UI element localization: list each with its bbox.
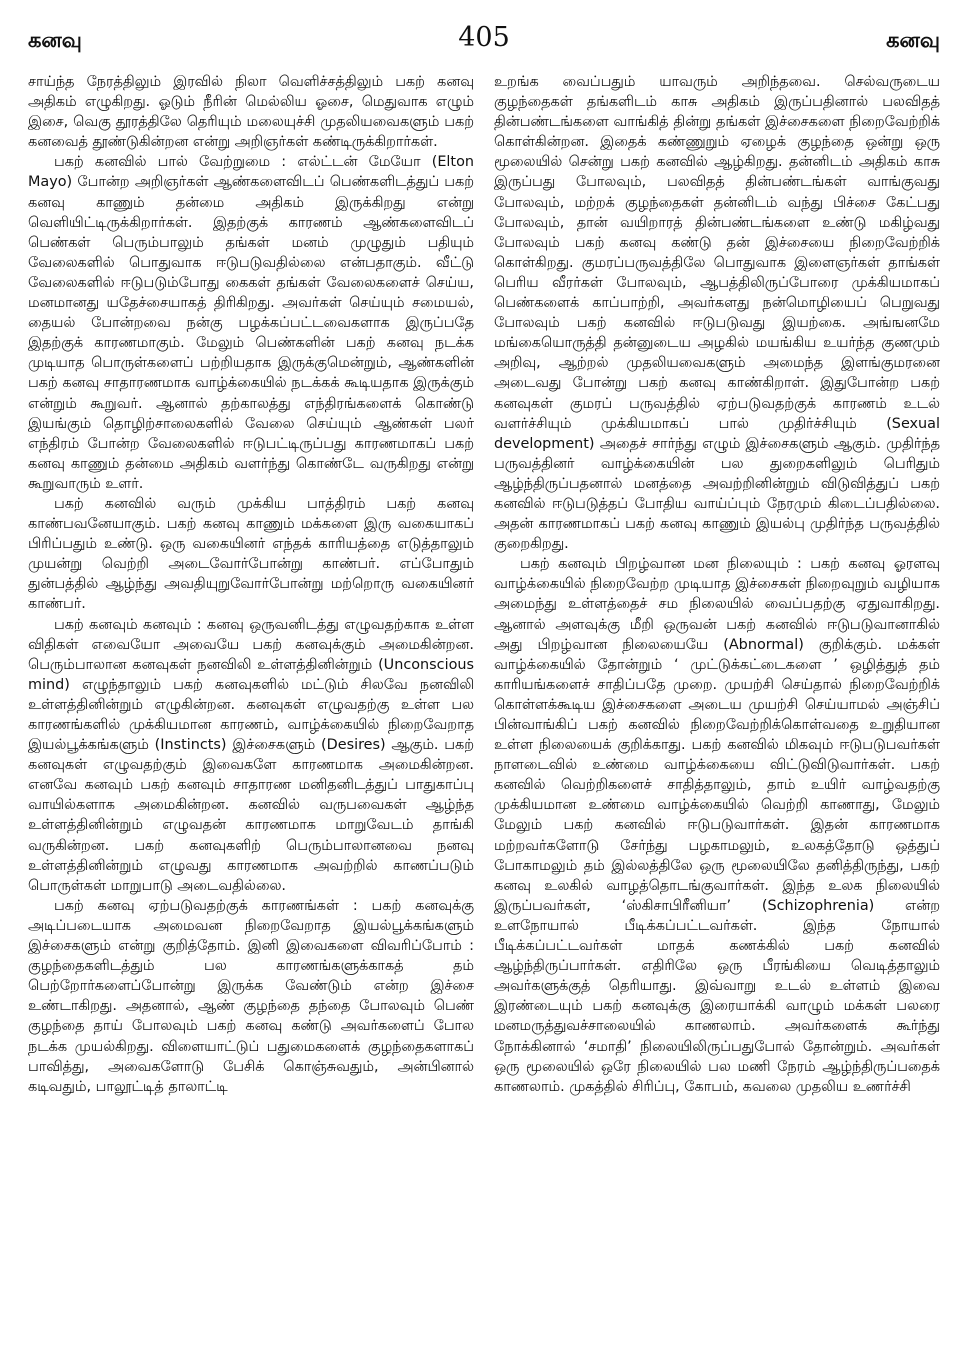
page-number: 405 xyxy=(458,22,510,53)
running-head-right: கனவு xyxy=(886,28,940,52)
page-header xyxy=(28,22,940,72)
paragraph: பகற் கனவு ஏற்படுவதற்குக் காரணங்கள் : பகற் கனவுக்கு அடிப்படையாக அமைவன நிறைவேறாத இயல்பூக்கங்களும் இச்சைகளும் என்று குறித்தோம். இனி இவைகளை விவரிப்போம் : குழந்தைகளிடத்தும் பல காரணங்களுக்காகத் தம் பெற்றோர்களைப்போன்று இருக்க வேண்டும் என்ற இச்சை உண்டாகிறது. அதனால், ஆண் குழந்தை தந்தை போலவும் பெண் குழந்தை தாய் போலவும் பகற் கனவு கண்டு அவர்களைப் போல நடக்க முயல்கிறது. விளையாட்டுப் பதுமைகளைக் குழந்தைகளாகப் பாவித்து, அவைகளோடு பேசிக் கொஞ்சுவதும், அன்பினால் கடிவதும், பாலூட்டித் தாலாட்டி xyxy=(28,897,474,1095)
text-columns xyxy=(28,72,940,1357)
paragraph: பகற் கனவில் பால் வேற்றுமை : எல்ட்டன் மேயோ (Elton Mayo) போன்ற அறிஞர்கள் ஆண்களைவிடப் பெண்களிடத்துப் பகற் கனவு காணும் தன்மை அதிகம் இருக்கிறது என்று வெளியிட்டிருக்கிறார்கள். இதற்குக் காரணம் ஆண்களைவிடப் பெண்கள் பெரும்பாலும் தங்கள் மனம் முழுதும் பதியும் வேலைகளில் பொதுவாக ஈடுபடுவதில்லை என்பதாகும். வீட்டு வேலைகளில் ஈடுபடும்போது கைகள் தங்கள் வேலைகளைச் செய்ய, மனமானது யதேச்சையாகத் திரிகிறது. அவர்கள் செய்யும் சமையல், தையல் போன்றவை நன்கு பழக்கப்பட்டவைகளாக இருப்பதே இதற்குக் காரணமாகும். மேலும் பெண்களின் பகற் கனவு நடக்க முடியாத பொருள்களைப் பற்றியதாக இருக்குமென்றும், ஆண்களின் பகற் கனவு சாதாரணமாக வாழ்க்கையில் நடக்கக் கூடியதாக இருக்கும் என்றும் கூறுவர். ஆனால் தற்காலத்து எந்திரங்களைக் கொண்டு இயங்கும் தொழிற்சாலைகளில் வேலை செய்யும் ஆண்கள் பலர் எந்திரம் போன்ற வேலைகளில் ஈடுபட்டிருப்பது காரணமாகப் பகற் கனவு காணும் தன்மை அதிகம் வளர்ந்து கொண்டே வருகிறது என்று கூறுவாரும் உளர். xyxy=(28,154,474,492)
paragraph: பகற் கனவில் வரும் முக்கிய பாத்திரம் பகற் கனவு காண்பவனேயாகும். பகற் கனவு காணும் மக்களை இரு வகையாகப் பிரிப்பதும் உண்டு. ஒரு வகையினர் எந்தக் காரியத்தை எடுத்தாலும் முயன்று வெற்றி அடைவோர்போன்று காண்பர். எப்போதும் துன்பத்தில் ஆழ்ந்து அவதியுறுவோர்போன்று மற்றொரு வகையினர் காண்பர். xyxy=(28,495,474,613)
paragraph: பகற் கனவும் பிறழ்வான மன நிலையும் : பகற் கனவு ஓரளவு வாழ்க்கையில் நிறைவேற்ற முடியாத இச்சைகள் நிறைவுறும் வழியாக அமைந்து உள்ளத்தைச் சம நிலையில் வைப்பதற்கு ஏதுவாகிறது. ஆனால் அளவுக்கு மீறி ஒருவன் பகற் கனவில் ஈடுபடுவானாகில் அது பிறழ்வான நிலையையே (Abnormal) குறிக்கும். மக்கள் வாழ்க்கையில் தோன்றும் ‘ முட்டுக்கட்டைகளை ’ ஒழித்துத் தம் காரியங்களைச் சாதிப்பதே முறை. முயற்சி செய்தால் நிறைவேற்றிக் கொள்ளக்கூடிய இச்சைகளை அடைய முயற்சி செய்யாமல் அஞ்சிப் பின்வாங்கிப் பகற் கனவில் நிறைவேற்றிக்கொள்வதை உறுதியான உள்ள நிலையைக் குறிக்காது. பகற் கனவில் மிகவும் ஈடுபடுபவர்கள் நாளடைவில் உண்மை வாழ்க்கையை விட்டுவிடுவார்கள். பகற் கனவில் வெற்றிகளைச் சாதித்தாலும், தாம் உயிர் வாழ்வதற்கு முக்கியமான உண்மை வாழ்க்கையில் வெற்றி காணாது, மேலும் மேலும் பகற் கனவில் ஈடுபடுவார்கள். இதன் காரணமாக மற்றவர்களோடு சேர்ந்து பழகாமலும், உலகத்தோடு ஒத்துப் போகாமலும் தம் இல்லத்திலே ஒரு மூலையிலே தனித்திருந்து, பகற் கனவு உலகில் வாழத்தொடங்குவார்கள். இந்த உலக நிலையில் இருப்பவர்கள், ‘ஸ்கிசாபிரீனியா’ (Schizophrenia) என்ற உளநோயால் பீடிக்கப்பட்டவர்கள். இந்த நோயால் பீடிக்கப்பட்டவர்கள் மாதக் கணக்கில் பகற் கனவில் ஆழ்ந்திருப்பார்கள். எதிரிலே ஒரு பீரங்கியை வெடித்தாலும் அவர்களுக்குத் தெரியாது. இவ்வாறு உடல் உள்ளம் இவை இரண்டையும் பகற் கனவுக்கு இரையாக்கி வாழும் மக்கள் பலரை மனமருத்துவச்சாலையில் காணலாம். அவர்களைக் கூர்ந்து நோக்கினால் ‘சமாதி’ நிலையிலிருப்பதுபோல் தோன்றும். அவர்கள் ஒரு மூலையில் ஒரே நிலையில் பல மணி நேரம் ஆழ்ந்திருப்பதைக் காணலாம். முகத்தில் சிரிப்பு, கோபம், கவலை முதலிய உணர்ச்சி xyxy=(494,556,940,1095)
paragraph: சாய்ந்த நேரத்திலும் இரவில் நிலா வெளிச்சத்திலும் பகற் கனவு அதிகம் எழுகிறது. ஓடும் நீரின் மெல்லிய ஓசை, மெதுவாக எழும் இசை, வெகு தூரத்திலே தெரியும் மலையுச்சி முதலியவைகளும் பகற் கனவைத் தூண்டுகின்றன என்று அறிஞர்கள் கண்டிருக்கிறார்கள். xyxy=(28,74,474,151)
paragraph: பகற் கனவும் கனவும் : கனவு ஒருவனிடத்து எழுவதற்காக உள்ள விதிகள் எவையோ அவையே பகற் கனவுக்கும் அமைகின்றன. பெரும்பாலான கனவுகள் நனவிலி உள்ளத்தினின்றும் (Unconscious mind) எழுந்தாலும் பகற் கனவுகளில் மட்டும் சிலவே நனவிலி உள்ளத்தினின்றும் எழுகின்றன. கனவுகள் எழுவதற்கு உள்ள பல காரணங்களில் முக்கியமான காரணம், வாழ்க்கையில் நிறைவேறாத இயல்பூக்கங்களும் (Instincts) இச்சைகளும் (Desires) ஆகும். பகற் கனவுகள் எழுவதற்கும் இவைகளே காரணமாக அமைகின்றன. எனவே கனவும் பகற் கனவும் சாதாரண மனிதனிடத்துப் பாதுகாப்பு வாயில்களாக அமைகின்றன. கனவில் வருபவைகள் ஆழ்ந்த உள்ளத்தினின்றும் எழுவதன் காரணமாக மாறுவேடம் தாங்கி வருகின்றன. பகற் கனவுகளிற் பெரும்பாலானவை நனவு உள்ளத்தினின்றும் எழுவது காரணமாக அவற்றில் காணப்படும் பொருள்கள் மாறுபாடு அடைவதில்லை. xyxy=(28,616,474,894)
paragraph: உறங்க வைப்பதும் யாவரும் அறிந்தவை. செல்வருடைய குழந்தைகள் தங்களிடம் காசு அதிகம் இருப்பதினால் பலவிதத் தின்பண்டங்களை வாங்கித் தின்று தங்கள் இச்சைகளை நிறைவேற்றிக் கொள்கின்றன. இதைக் கண்ணுறும் ஏழைக் குழந்தை ஒன்று ஒரு மூலையில் சென்று பகற் கனவில் ஆழ்கிறது. தன்னிடம் அதிகம் காசு இருப்பது போலவும், பலவிதத் தின்பண்டங்கள் வாங்குவது போலவும், மற்றக் குழந்தைகள் தன்னிடம் வந்து பிச்சை கேட்பது போலவும், தான் வயிறாரத் தின்பண்டங்களை உண்டு மகிழ்வது போலவும் பகற் கனவு கண்டு தன் இச்சையை நிறைவேற்றிக் கொள்கிறது. குமரப்பருவத்திலே பொதுவாக இளைஞர்கள் தாங்கள் பெரிய வீரர்கள் போலவும், ஆபத்திலிருப்போரை முக்கியமாகப் பெண்களைக் காப்பாற்றி, அவர்களது நன்மொழியைப் பெறுவது போலவும் பகற் கனவில் ஈடுபடுவது இயற்கை. அங்ஙனமே மங்கையொருத்தி தன்னுடைய அழகில் மயங்கிய உயர்ந்த குணமும் அறிவு, ஆற்றல் முதலியவைகளும் அமைந்த இளங்குமரனை அடைவது போன்று பகற் கனவு காண்கிறாள். இதுபோன்ற பகற் கனவுகள் குமரப் பருவத்தில் ஏற்படுவதற்குக் காரணம் உடல் வளர்ச்சியும் முக்கியமாகப் பால் முதிர்ச்சியும் (Sexual development) அதைச் சார்ந்து எழும் இச்சைகளும் ஆகும். முதிர்ந்த பருவத்தினர் வாழ்க்கையின் பல துறைகளிலும் பெரிதும் ஆழ்ந்திருப்பதனால் மனத்தை அவற்றினின்றும் விடுவித்துப் பகற் கனவில் ஈடுபடுத்தப் போதிய வாய்ப்பும் நேரமும் கிடைப்பதில்லை. அதன் காரணமாகப் பகற் கனவு காணும் இயல்பு முதிர்ந்த பருவத்தில் குறைகிறது. xyxy=(494,74,940,553)
right-column xyxy=(494,72,940,1357)
left-column xyxy=(28,72,474,1357)
running-head-left: கனவு xyxy=(28,28,82,52)
